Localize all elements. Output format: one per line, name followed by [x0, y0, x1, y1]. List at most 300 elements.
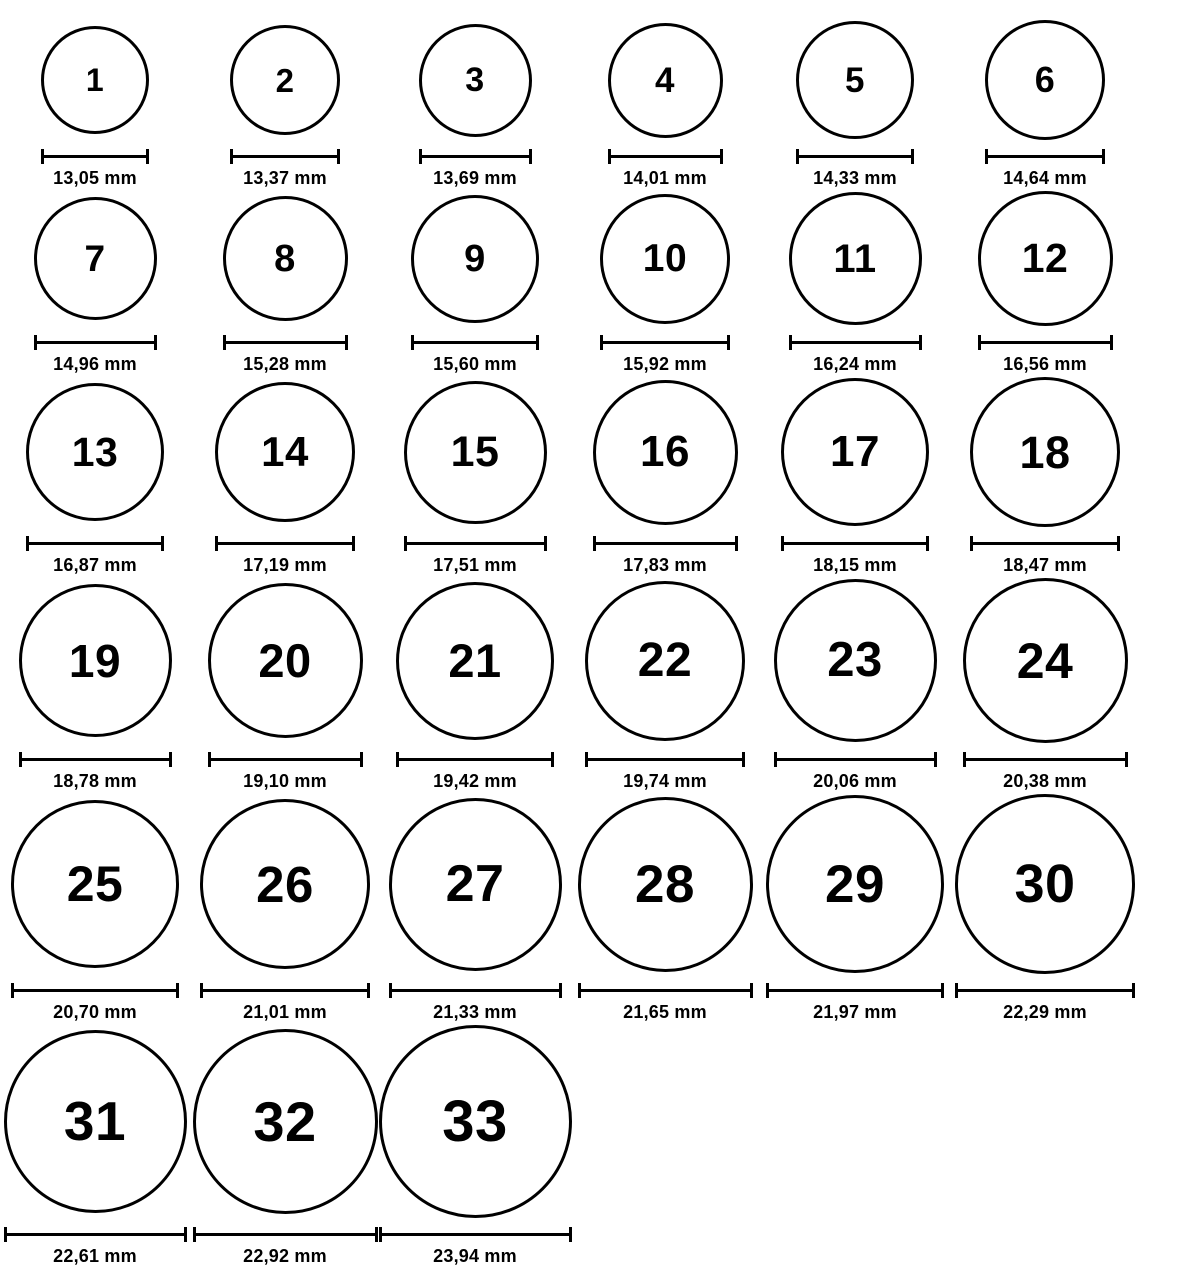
ring-circle-wrap [608, 18, 723, 142]
diameter-measure-bar [411, 335, 539, 348]
ring-size-number: 1 [85, 62, 105, 98]
measure-line [781, 542, 929, 545]
measure-tick-left [774, 752, 777, 767]
diameter-label: 18,78 mm [53, 771, 137, 791]
measure-tick-right [360, 752, 363, 767]
diameter-label: 14,01 mm [623, 168, 707, 188]
measure-tick-right [551, 752, 554, 767]
ring-size-number: 33 [442, 1088, 508, 1154]
ring-circle-wrap [955, 792, 1135, 976]
ring-size-item [950, 792, 1140, 1023]
ring-size-number: 2 [275, 61, 295, 99]
ring-size-item [570, 375, 760, 576]
diameter-label: 22,61 mm [53, 1246, 137, 1266]
diameter-label: 18,15 mm [813, 555, 897, 575]
ring-size-row [0, 576, 1200, 792]
diameter-measure-bar [955, 983, 1135, 996]
diameter-measure-bar [789, 335, 922, 348]
measure-tick-left [608, 149, 611, 164]
measure-line [193, 1233, 378, 1236]
measure-tick-right [176, 983, 179, 998]
ring-circle [379, 1025, 572, 1218]
diameter-measure-bar [970, 536, 1120, 549]
diameter-measure-bar [200, 983, 370, 996]
measure-line [4, 1233, 187, 1236]
measure-line [379, 1233, 572, 1236]
ring-circle-wrap [781, 375, 929, 529]
ring-size-number: 7 [84, 238, 106, 279]
measure-tick-right [529, 149, 532, 164]
ring-size-number: 14 [261, 428, 309, 475]
measure-line [978, 341, 1113, 344]
ring-size-item [950, 375, 1140, 576]
ring-circle-wrap [593, 375, 738, 529]
ring-size-number: 22 [637, 633, 693, 687]
ring-circle [41, 26, 149, 134]
measure-tick-right [352, 536, 355, 551]
measure-tick-left [41, 149, 44, 164]
diameter-label: 17,51 mm [433, 555, 517, 575]
measure-line [789, 341, 922, 344]
measure-tick-right [727, 335, 730, 350]
diameter-label: 21,01 mm [243, 1002, 327, 1022]
ring-size-number: 21 [448, 634, 502, 687]
ring-size-item [950, 18, 1140, 189]
ring-circle-wrap [223, 189, 348, 328]
ring-circle-wrap [404, 375, 547, 529]
measure-line [223, 341, 348, 344]
measure-tick-right [926, 536, 929, 551]
measure-tick-right [934, 752, 937, 767]
ring-size-number: 11 [833, 236, 877, 281]
ring-size-item [0, 18, 190, 189]
ring-circle-wrap [41, 18, 149, 142]
ring-circle [789, 192, 922, 325]
measure-tick-left [955, 983, 958, 998]
measure-tick-left [985, 149, 988, 164]
measure-tick-right [169, 752, 172, 767]
ring-circle [419, 24, 532, 137]
ring-size-number: 23 [827, 633, 883, 687]
diameter-measure-bar [223, 335, 348, 348]
measure-tick-right [911, 149, 914, 164]
diameter-label: 15,60 mm [433, 354, 517, 374]
ring-circle [411, 195, 539, 323]
measure-tick-right [750, 983, 753, 998]
ring-size-row [0, 18, 1200, 189]
measure-tick-left [215, 536, 218, 551]
ring-size-row [0, 792, 1200, 1023]
diameter-label: 14,96 mm [53, 354, 137, 374]
measure-tick-right [1125, 752, 1128, 767]
ring-circle [230, 25, 340, 135]
ring-circle-wrap [796, 18, 914, 142]
ring-circle-wrap [193, 1023, 378, 1220]
diameter-label: 21,97 mm [813, 1002, 897, 1022]
measure-line [11, 989, 179, 992]
measure-tick-left [19, 752, 22, 767]
diameter-measure-bar [578, 983, 753, 996]
ring-circle [608, 23, 723, 138]
diameter-label: 13,05 mm [53, 168, 137, 188]
diameter-label: 13,37 mm [243, 168, 327, 188]
measure-tick-left [4, 1227, 7, 1242]
measure-line [985, 155, 1105, 158]
ring-circle-wrap [215, 375, 355, 529]
ring-size-item [190, 189, 380, 375]
ring-size-item [570, 576, 760, 792]
measure-tick-right [146, 149, 149, 164]
diameter-measure-bar [230, 149, 340, 162]
diameter-label: 22,92 mm [243, 1246, 327, 1266]
measure-line [963, 758, 1128, 761]
ring-size-row [0, 189, 1200, 375]
ring-size-number: 29 [825, 854, 885, 914]
ring-circle-wrap [600, 189, 730, 328]
ring-circle [389, 798, 562, 971]
measure-tick-left [379, 1227, 382, 1242]
ring-size-item [380, 1023, 570, 1267]
ring-circle-wrap [389, 792, 562, 976]
ring-circle [585, 581, 745, 741]
ring-size-number: 25 [66, 856, 124, 912]
measure-line [34, 341, 157, 344]
measure-line [593, 542, 738, 545]
diameter-measure-bar [389, 983, 562, 996]
ring-circle [978, 191, 1113, 326]
measure-tick-left [593, 536, 596, 551]
measure-line [970, 542, 1120, 545]
ring-circle-wrap [585, 576, 745, 745]
measure-tick-left [389, 983, 392, 998]
ring-size-item [950, 576, 1140, 792]
measure-tick-right [1117, 536, 1120, 551]
ring-size-item [570, 189, 760, 375]
measure-tick-left [230, 149, 233, 164]
ring-circle-wrap [19, 576, 172, 745]
ring-size-number: 4 [655, 60, 675, 100]
ring-size-item [380, 576, 570, 792]
ring-circle [593, 380, 738, 525]
ring-circle-wrap [978, 189, 1113, 328]
measure-line [796, 155, 914, 158]
measure-line [608, 155, 723, 158]
ring-circle [781, 378, 929, 526]
ring-circle-wrap [766, 792, 944, 976]
diameter-measure-bar [19, 752, 172, 765]
ring-size-item [570, 18, 760, 189]
ring-size-item [760, 375, 950, 576]
ring-circle [404, 381, 547, 524]
ring-circle-wrap [11, 792, 179, 976]
measure-tick-right [941, 983, 944, 998]
ring-size-item [0, 375, 190, 576]
diameter-measure-bar [774, 752, 937, 765]
diameter-label: 17,19 mm [243, 555, 327, 575]
measure-tick-right [544, 536, 547, 551]
measure-tick-left [396, 752, 399, 767]
ring-size-item [0, 576, 190, 792]
ring-circle [34, 197, 157, 320]
ring-circle [215, 382, 355, 522]
measure-tick-right [720, 149, 723, 164]
measure-tick-left [766, 983, 769, 998]
diameter-measure-bar [41, 149, 149, 162]
ring-circle [26, 383, 164, 521]
diameter-measure-bar [215, 536, 355, 549]
measure-tick-left [789, 335, 792, 350]
diameter-measure-bar [963, 752, 1128, 765]
measure-tick-left [404, 536, 407, 551]
diameter-measure-bar [978, 335, 1113, 348]
ring-size-number: 32 [253, 1089, 317, 1153]
ring-size-number: 5 [845, 60, 865, 100]
measure-line [600, 341, 730, 344]
measure-tick-left [193, 1227, 196, 1242]
ring-circle [955, 794, 1135, 974]
measure-tick-left [11, 983, 14, 998]
ring-size-item [190, 792, 380, 1023]
diameter-measure-bar [419, 149, 532, 162]
ring-size-item [0, 792, 190, 1023]
ring-size-number: 17 [830, 427, 880, 476]
ring-size-number: 12 [1021, 235, 1069, 281]
measure-line [41, 155, 149, 158]
diameter-label: 19,42 mm [433, 771, 517, 791]
diameter-measure-bar [593, 536, 738, 549]
ring-circle [796, 21, 914, 139]
diameter-label: 14,33 mm [813, 168, 897, 188]
measure-tick-left [208, 752, 211, 767]
ring-circle [970, 377, 1120, 527]
diameter-label: 20,38 mm [1003, 771, 1087, 791]
diameter-measure-bar [796, 149, 914, 162]
ring-size-item [760, 792, 950, 1023]
diameter-label: 14,64 mm [1003, 168, 1087, 188]
ring-size-number: 26 [256, 855, 314, 913]
measure-line [389, 989, 562, 992]
ring-size-item [190, 18, 380, 189]
measure-line [396, 758, 554, 761]
measure-line [578, 989, 753, 992]
measure-tick-right [367, 983, 370, 998]
ring-circle-wrap [985, 18, 1105, 142]
ring-circle [600, 194, 730, 324]
measure-tick-right [1132, 983, 1135, 998]
ring-size-number: 15 [450, 427, 500, 476]
measure-tick-left [419, 149, 422, 164]
ring-circle [19, 584, 172, 737]
diameter-measure-bar [781, 536, 929, 549]
measure-tick-right [337, 149, 340, 164]
measure-line [230, 155, 340, 158]
diameter-measure-bar [4, 1227, 187, 1240]
diameter-label: 16,24 mm [813, 354, 897, 374]
diameter-measure-bar [396, 752, 554, 765]
diameter-label: 18,47 mm [1003, 555, 1087, 575]
measure-tick-left [26, 536, 29, 551]
measure-tick-right [375, 1227, 378, 1242]
ring-circle [766, 795, 944, 973]
measure-line [208, 758, 363, 761]
ring-circle [578, 797, 753, 972]
measure-tick-left [200, 983, 203, 998]
measure-tick-left [34, 335, 37, 350]
ring-size-item [380, 375, 570, 576]
ring-size-number: 19 [68, 634, 122, 687]
measure-line [404, 542, 547, 545]
ring-size-item [0, 1023, 190, 1267]
measure-line [26, 542, 164, 545]
ring-size-number: 3 [465, 61, 485, 99]
ring-circle-wrap [970, 375, 1120, 529]
ring-size-number: 13 [71, 428, 119, 475]
diameter-measure-bar [585, 752, 745, 765]
diameter-label: 15,92 mm [623, 354, 707, 374]
ring-size-number: 9 [464, 237, 486, 280]
measure-tick-left [578, 983, 581, 998]
ring-size-number: 8 [274, 237, 296, 280]
diameter-label: 22,29 mm [1003, 1002, 1087, 1022]
ring-circle-wrap [208, 576, 363, 745]
measure-tick-left [585, 752, 588, 767]
measure-tick-right [919, 335, 922, 350]
diameter-label: 21,65 mm [623, 1002, 707, 1022]
diameter-label: 17,83 mm [623, 555, 707, 575]
ring-size-item [380, 189, 570, 375]
ring-circle-wrap [411, 189, 539, 328]
ring-size-item [0, 189, 190, 375]
measure-tick-right [1102, 149, 1105, 164]
measure-line [774, 758, 937, 761]
ring-circle-wrap [774, 576, 937, 745]
diameter-measure-bar [193, 1227, 378, 1240]
measure-line [766, 989, 944, 992]
ring-size-item [380, 18, 570, 189]
ring-circle [396, 582, 554, 740]
diameter-measure-bar [985, 149, 1105, 162]
diameter-label: 19,74 mm [623, 771, 707, 791]
measure-tick-left [963, 752, 966, 767]
measure-line [215, 542, 355, 545]
measure-line [411, 341, 539, 344]
ring-size-item [380, 792, 570, 1023]
ring-size-number: 24 [1016, 632, 1074, 689]
diameter-measure-bar [208, 752, 363, 765]
ring-size-number: 16 [640, 427, 690, 476]
diameter-measure-bar [379, 1227, 572, 1240]
ring-size-item [760, 18, 950, 189]
measure-line [419, 155, 532, 158]
measure-tick-left [781, 536, 784, 551]
measure-tick-right [569, 1227, 572, 1242]
ring-circle-wrap [578, 792, 753, 976]
ring-size-item [760, 576, 950, 792]
ring-size-row [0, 375, 1200, 576]
ring-size-item [760, 189, 950, 375]
ring-circle [774, 579, 937, 742]
ring-size-number: 10 [642, 237, 688, 280]
ring-size-number: 6 [1034, 59, 1056, 100]
measure-tick-right [345, 335, 348, 350]
ring-size-number: 30 [1014, 854, 1076, 914]
measure-tick-right [742, 752, 745, 767]
diameter-label: 16,87 mm [53, 555, 137, 575]
diameter-measure-bar [600, 335, 730, 348]
diameter-measure-bar [34, 335, 157, 348]
measure-tick-left [600, 335, 603, 350]
ring-size-item [190, 576, 380, 792]
ring-circle-wrap [396, 576, 554, 745]
diameter-measure-bar [26, 536, 164, 549]
measure-tick-right [184, 1227, 187, 1242]
diameter-measure-bar [404, 536, 547, 549]
ring-circle-wrap [419, 18, 532, 142]
measure-tick-left [796, 149, 799, 164]
diameter-measure-bar [608, 149, 723, 162]
ring-circle [193, 1029, 378, 1214]
diameter-label: 23,94 mm [433, 1246, 517, 1266]
ring-size-item [190, 1023, 380, 1267]
ring-circle-wrap [789, 189, 922, 328]
measure-tick-right [161, 536, 164, 551]
measure-line [955, 989, 1135, 992]
measure-tick-left [978, 335, 981, 350]
ring-size-number: 28 [635, 854, 695, 914]
diameter-label: 20,70 mm [53, 1002, 137, 1022]
measure-tick-right [154, 335, 157, 350]
ring-size-item [570, 792, 760, 1023]
ring-circle-wrap [26, 375, 164, 529]
measure-line [585, 758, 745, 761]
ring-circle [200, 799, 370, 969]
diameter-measure-bar [11, 983, 179, 996]
ring-size-number: 31 [63, 1090, 127, 1152]
diameter-label: 19,10 mm [243, 771, 327, 791]
ring-size-item [190, 375, 380, 576]
ring-circle-wrap [4, 1023, 187, 1220]
ring-circle [4, 1030, 187, 1213]
measure-tick-left [970, 536, 973, 551]
ring-circle [11, 800, 179, 968]
measure-tick-right [735, 536, 738, 551]
ring-circle [208, 583, 363, 738]
ring-circle [985, 20, 1105, 140]
diameter-label: 16,56 mm [1003, 354, 1087, 374]
diameter-label: 21,33 mm [433, 1002, 517, 1022]
ring-circle-wrap [200, 792, 370, 976]
ring-circle-wrap [34, 189, 157, 328]
ring-size-item [950, 189, 1140, 375]
ring-circle-wrap [963, 576, 1128, 745]
diameter-label: 20,06 mm [813, 771, 897, 791]
measure-tick-right [536, 335, 539, 350]
ring-size-number: 20 [258, 634, 312, 687]
measure-tick-right [559, 983, 562, 998]
measure-tick-left [411, 335, 414, 350]
measure-tick-right [1110, 335, 1113, 350]
diameter-label: 15,28 mm [243, 354, 327, 374]
ring-circle [963, 578, 1128, 743]
ring-circle [223, 196, 348, 321]
ring-circle-wrap [230, 18, 340, 142]
ring-size-row [0, 1023, 1200, 1267]
measure-line [19, 758, 172, 761]
measure-line [200, 989, 370, 992]
diameter-label: 13,69 mm [433, 168, 517, 188]
measure-tick-left [223, 335, 226, 350]
diameter-measure-bar [766, 983, 944, 996]
